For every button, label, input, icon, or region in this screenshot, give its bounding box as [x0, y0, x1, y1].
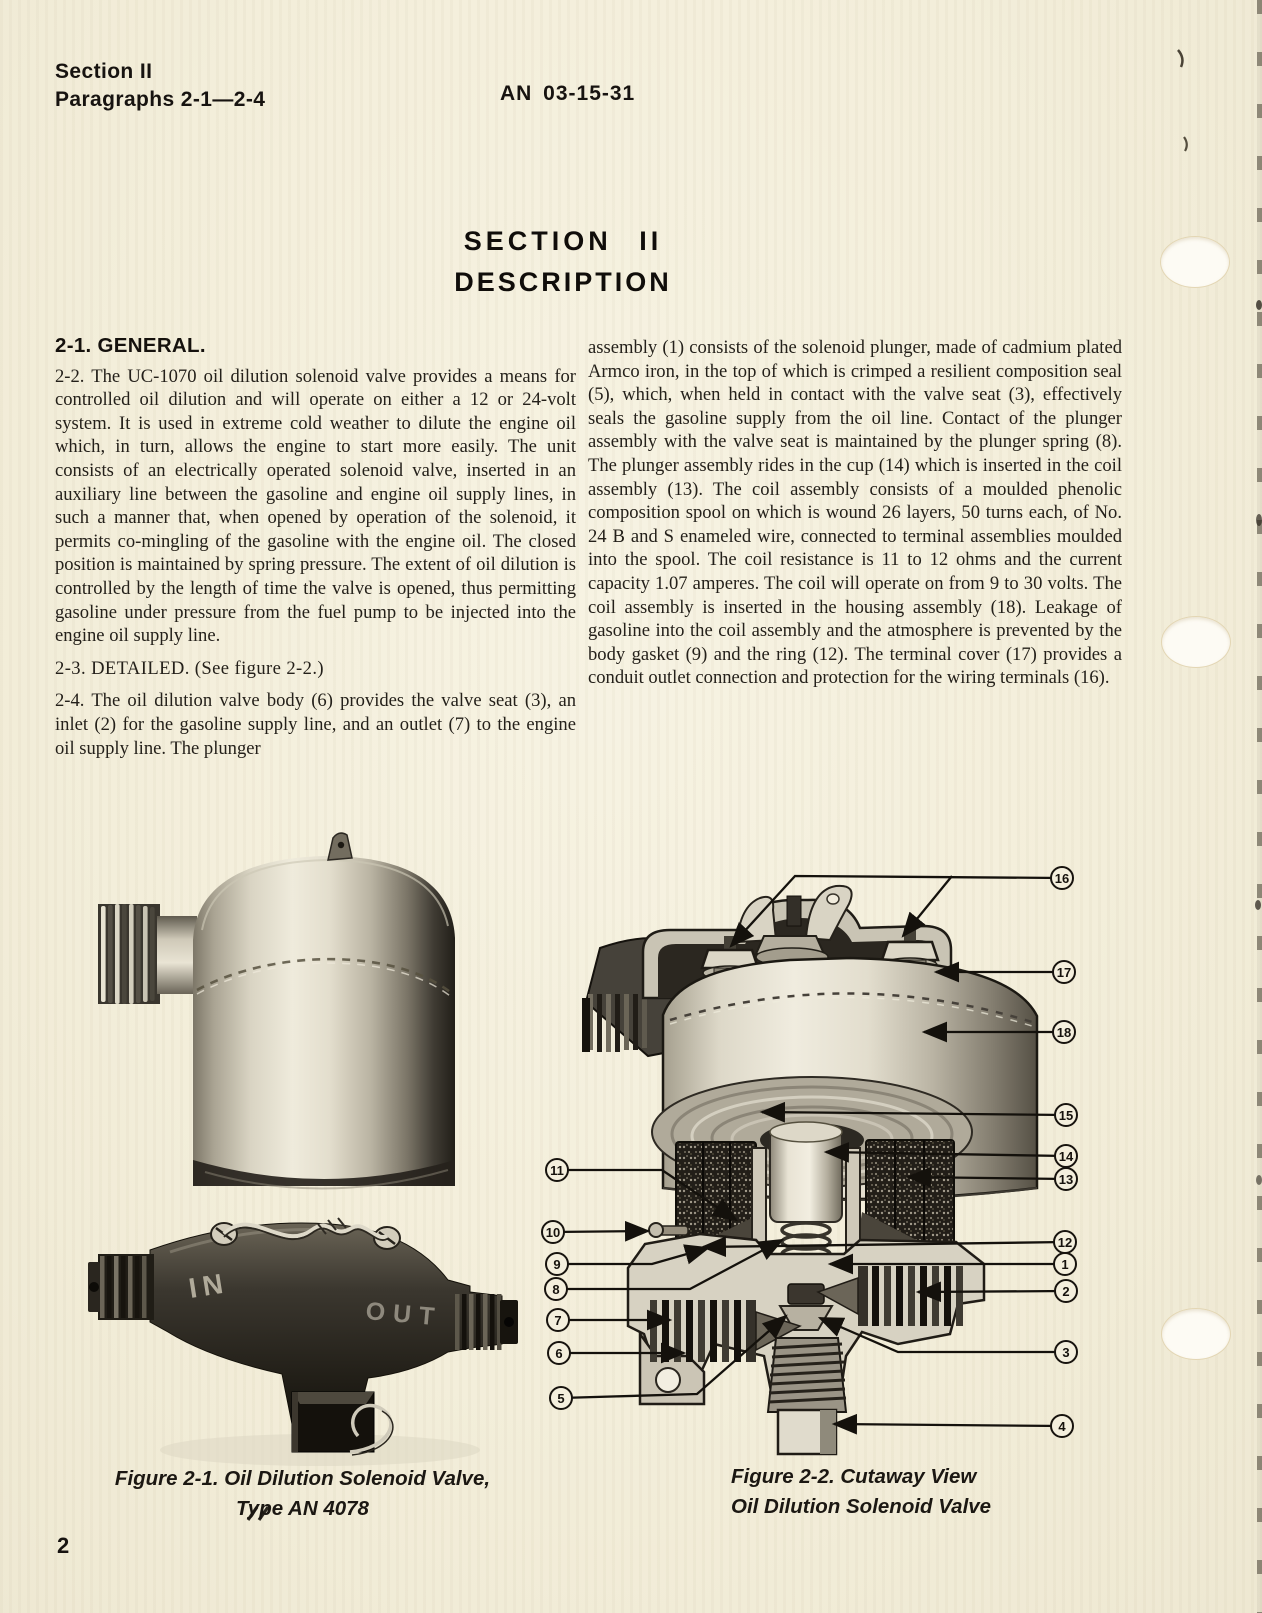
- fig2-2-callout-11: 11: [545, 1158, 569, 1182]
- fig2-2-callout-7: 7: [546, 1308, 570, 1332]
- header-section-line: Section II: [55, 60, 153, 83]
- fig2-2-callout-10: 10: [541, 1220, 565, 1244]
- figure-2-1-caption-line2: Type AN 4078: [236, 1497, 369, 1520]
- fig2-2-callout-3: 3: [1054, 1340, 1078, 1364]
- paragraph-2-4: 2-4. The oil dilution valve body (6) provides the valve seat (3), an inlet (2) for the gasoline supply line, and an outlet (7) to the engine oil supply line. The plunger: [55, 690, 576, 759]
- section-title-line1: SECTION II: [463, 226, 663, 256]
- paragraph-2-2: 2-2. The UC-1070 oil dilution solenoid valve provides a means for controlled oil dilution and will operate on either a 12 or 24-volt system. It is used in extreme cold weather to dilute the engine oil which, in turn, allows the engine to start more easily. The unit consists of an electrically operated solenoid valve, inserted in an auxiliary line between the gasoline and engine oil supply lines, in such a manner that, when opened by operation of the solenoid, it permits co-mingling of the gasoline with the engine oil. The closed position is maintained by spring pressure. The extent of oil dilution is controlled by the length of time the valve is opened, thus permitting gasoline under pressure from the fuel pump to be injected into the engine oil supply line.: [55, 365, 576, 647]
- fig2-2-callout-18: 18: [1052, 1020, 1076, 1044]
- left-column: [55, 334, 576, 760]
- fig2-2-callout-2: 2: [1054, 1279, 1078, 1303]
- fig2-2-callout-6: 6: [547, 1341, 571, 1365]
- fig2-2-callout-4: 4: [1050, 1414, 1074, 1438]
- doc-number: AN 03-15-31: [500, 82, 636, 105]
- punch-hole-bottom: [1161, 1308, 1231, 1360]
- section-title: [333, 226, 793, 297]
- page-number: 2: [57, 1533, 70, 1558]
- header-paragraphs-line: Paragraphs 2-1—2-4: [55, 88, 266, 111]
- heading-2-1-general: 2-1. GENERAL.: [55, 334, 206, 357]
- figure-2-2-caption: [731, 1462, 1091, 1522]
- punch-hole-middle: [1161, 616, 1231, 668]
- fig2-2-callout-14: 14: [1054, 1144, 1078, 1168]
- fig2-2-callout-12: 12: [1053, 1230, 1077, 1254]
- figure-2-1-caption: [100, 1464, 505, 1524]
- punch-hole-top: [1160, 236, 1230, 288]
- section-title-line2: DESCRIPTION: [454, 267, 672, 297]
- valve-out-label: OUT: [364, 1297, 444, 1332]
- paragraph-continuation: assembly (1) consists of the solenoid plunger, made of cadmium plated Armco iron, in the top of which is crimped a resilient composition seal (5), which, when held in contact with the valve seat (3), effectively seals the gasoline supply from the oil line. Contact of the plunger assembly with the valve seat is maintained by the plunger spring (8). The plunger assembly rides in the cup (14) which is inserted in the coil assembly (13). The coil assembly consists of a moulded phenolic composition spool on which is wound 26 layers, 50 turns each, of No. 24 B and S enameled wire, connected to terminal assemblies moulded into the spool. The coil resistance is 11 to 12 ohms and the current capacity 1.07 amperes. The coil will operate on from 9 to 30 volts. The coil assembly is inserted in the housing assembly (18). Leakage of gasoline into the coil assembly and the atmosphere is prevented by the body gasket (9) and the ring (12). The terminal cover (17) provides a conduit outlet connection and protection for the wiring terminals (16).: [588, 337, 1122, 689]
- figure-2-2-illustration: [553, 876, 1066, 1454]
- figure-2-2-caption-line2: Oil Dilution Solenoid Valve: [731, 1495, 992, 1518]
- paragraph-2-3: 2-3. DETAILED. (See figure 2-2.): [55, 657, 324, 679]
- fig2-2-callout-9: 9: [545, 1252, 569, 1276]
- valve-in-label: IN: [186, 1267, 231, 1304]
- fig2-2-callout-1: 1: [1053, 1252, 1077, 1276]
- fig2-2-callout-16: 16: [1050, 866, 1074, 890]
- figure-2-1-illustration: [88, 833, 518, 1466]
- fig2-2-callout-5: 5: [549, 1386, 573, 1410]
- page-header: [55, 58, 265, 114]
- fig2-2-callout-15: 15: [1054, 1103, 1078, 1127]
- fig2-2-callout-13: 13: [1054, 1167, 1078, 1191]
- fig2-2-callout-8: 8: [544, 1277, 568, 1301]
- fig2-2-callout-17: 17: [1052, 960, 1076, 984]
- page-edge-shadow: [1257, 0, 1262, 1613]
- right-column: [588, 336, 1122, 690]
- figure-2-2-caption-line1: Figure 2-2. Cutaway View: [731, 1465, 977, 1488]
- figure-2-1-caption-line1: Figure 2-1. Oil Dilution Solenoid Valve,: [114, 1467, 491, 1490]
